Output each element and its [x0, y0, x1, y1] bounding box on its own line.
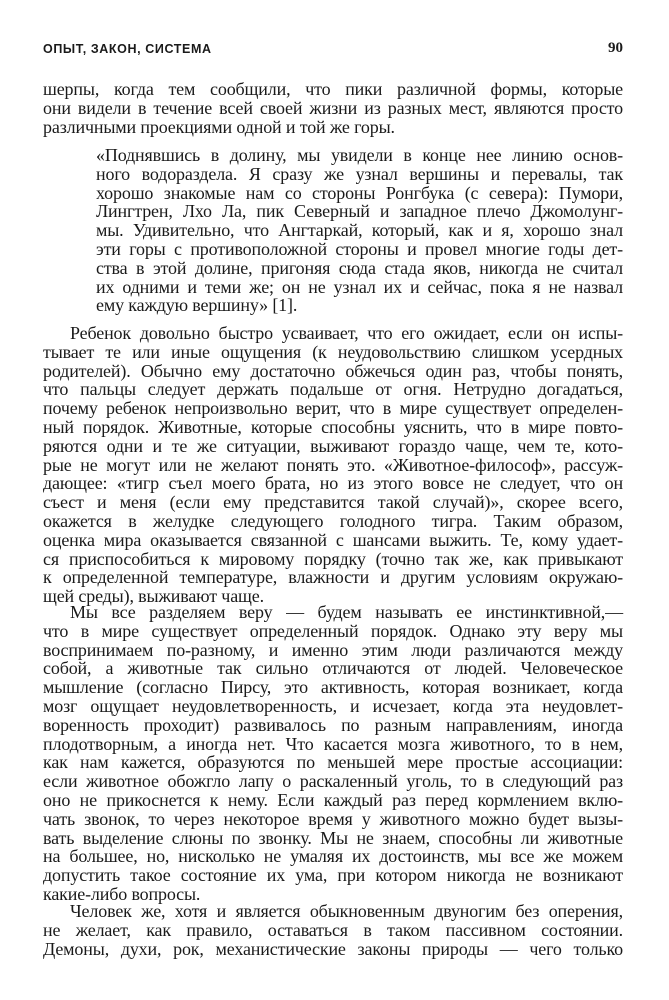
quote-line: Лингтрен, Лхо Ла, пик Северный и западное плечо Джомолунг- — [96, 201, 623, 222]
text-line: почему ребенок непроизвольно верит, что в мире существует определен- — [43, 398, 623, 419]
text-line: мышление (согласно Пирсу, это активность, которая возникает, когда — [43, 677, 623, 698]
text-line: если животное обожгло лапу о раскаленный уголь, то в следующий раз — [43, 771, 623, 792]
quote-line: «Поднявшись в долину, мы увидели в конце нее линию основ- — [96, 145, 623, 165]
text-line: Демоны, духи, рок, механистические законы природы — чего только — [43, 938, 623, 959]
text-line: допустить такое состояние их ума, при котором никогда не возникают — [43, 865, 623, 886]
text-line: не желает, как правило, оставаться в таком пассивном состоянии. — [43, 919, 623, 940]
paragraph-human-thinking — [43, 902, 623, 958]
text-line: ный порядок. Животные, которые способны уяснить, что в мире повто- — [43, 416, 623, 437]
text-line: вать выделение слюны по звонку. Мы не знаем, способны ли животные — [43, 827, 623, 848]
text-line: различными проекциями одной и той же горы. — [43, 116, 395, 137]
quote-line: их одними и теми же; он не узнал их и сейчас, пока я не назвал — [96, 276, 623, 297]
text-line: плодотворным, а иногда нет. Что касается мозга животного, то в нем, — [43, 733, 623, 754]
quote-line: ему каждую вершину» [1]. — [96, 295, 298, 316]
text-line: на большее, но, нисколько не умаляя их достоинств, мы все же можем — [43, 846, 623, 867]
running-head-title: ОПЫТ, ЗАКОН, СИСТЕМА — [43, 42, 212, 56]
quote-line: хорошо знакомые нам со стороны Ронгбука (с севера): Пумори, — [96, 182, 623, 203]
text-line: шерпы, когда тем сообщили, что пики различной формы, которые — [43, 79, 623, 99]
text-line: окажется в желудке следующего голодного тигра. Таким образом, — [43, 510, 623, 531]
quote-line: мы. Удивительно, что Ангтаркай, который, как и я, хорошо знал — [96, 220, 623, 241]
quote-line: ного водораздела. Я сразу же узнал вершины и перевалы, так — [96, 163, 623, 184]
quote-line: эти горы с противоположной стороны и провел многие годы дет- — [96, 238, 623, 259]
text-line: Мы все разделяем веру — будем называть ее инстинктивной,— — [70, 602, 623, 622]
text-line: как нам кажется, образуются по меньшей мере простые ассоциации: — [43, 752, 623, 773]
text-line: воренность проходит) развивалось по разным направлениям, иногда — [43, 714, 623, 735]
running-head — [43, 40, 623, 58]
text-line: щей среды), выживают чаще. — [43, 586, 264, 607]
text-line: что в мире существует определенный порядок. Однако эту веру мы — [43, 620, 623, 641]
quote-line: ства в этой долине, пригоняя сюда стада яков, никогда не считал — [96, 257, 623, 278]
text-line: родителей). Обычно ему достаточно обжечься один раз, чтобы понять, — [43, 360, 623, 381]
text-line: к определенной температуре, влажности и другим условиям окружаю- — [43, 567, 623, 588]
text-line: Ребенок довольно быстро усваивает, что его ожидает, если он испы- — [70, 323, 623, 343]
text-line: дающее: «тигр съел моего брата, но из этого вовсе не следует, что он — [43, 473, 623, 494]
text-line: рые не могут или не желают понять это. «Животное-философ», рассуж- — [43, 454, 623, 475]
paragraph-child-learning — [43, 324, 623, 606]
text-line: ся приспособиться к мировому порядку (точно так же, как привыкают — [43, 548, 623, 569]
text-line: съест и меня (если ему представится такой случай)», скорее всего, — [43, 492, 623, 513]
page-number: 90 — [608, 40, 623, 56]
text-line: оценка мира оказывается связанной с шансами выжить. Те, кому удает- — [43, 529, 623, 550]
text-line: они видели в течение всей своей жизни из разных мест, являются просто — [43, 97, 623, 118]
text-line: тывает те или иные ощущения (к неудовольствию слишком усердных — [43, 341, 623, 362]
text-line: мозг ощущает неудовлетворенность, и исчезает, когда эта неудовлет- — [43, 695, 623, 716]
text-line: ряются одни и те же ситуации, выживают гораздо чаще, чем те, кото- — [43, 435, 623, 456]
text-line: Человек же, хотя и является обыкновенным двуногим без оперения, — [70, 901, 623, 921]
text-line: какие-либо вопросы. — [43, 883, 201, 904]
paragraph-instinctive-belief — [43, 603, 623, 904]
text-line: собой, а животные так сильно отличаются от людей. Человеческое — [43, 658, 623, 679]
text-line: воспринимаем по-разному, и именно этим люди различаются между — [43, 639, 623, 660]
text-line: что пальцы следует держать подальше от огня. Нетрудно догадаться, — [43, 379, 623, 400]
block-quote — [96, 146, 623, 315]
paragraph-continuation — [43, 80, 623, 136]
text-line: чать звонок, то через некоторое время у животного можно будет вызы- — [43, 808, 623, 829]
text-line: оно не прикоснется к нему. Если каждый раз перед кормлением вклю- — [43, 789, 623, 810]
